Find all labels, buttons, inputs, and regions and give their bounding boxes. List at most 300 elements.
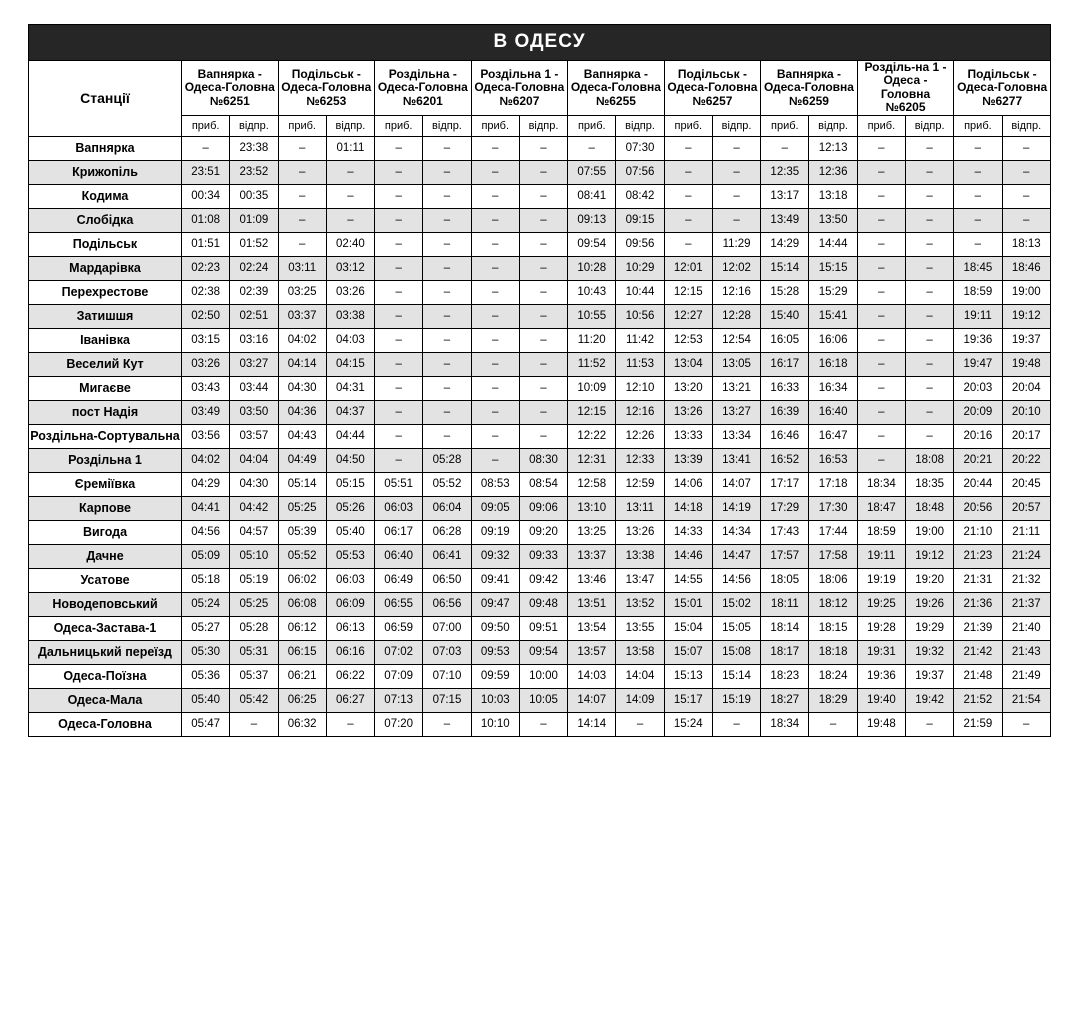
time-cell: 18:48 [905,496,953,520]
time-cell: 01:11 [326,136,374,160]
time-cell: – [423,400,471,424]
time-cell: 10:00 [519,664,567,688]
time-cell: 03:15 [182,328,230,352]
time-cell: 09:05 [471,496,519,520]
time-cell: – [519,136,567,160]
time-cell: – [375,352,423,376]
route-header-3 [471,61,568,116]
time-cell: – [857,136,905,160]
route-name-5: Подільськ - Одеса-Головна [667,66,758,95]
time-cell: 14:33 [664,520,712,544]
time-cell: 05:28 [423,448,471,472]
time-cell: 09:56 [616,232,664,256]
time-cell: 12:53 [664,328,712,352]
time-cell: 15:05 [712,616,760,640]
time-cell: 15:29 [809,280,857,304]
time-cell: 06:32 [278,712,326,736]
time-cell: – [857,376,905,400]
time-cell: 07:10 [423,664,471,688]
time-cell: 06:02 [278,568,326,592]
time-cell: 14:34 [712,520,760,544]
table-row [29,496,1051,520]
time-cell: 19:29 [905,616,953,640]
time-cell: 17:44 [809,520,857,544]
time-cell: 18:23 [761,664,809,688]
time-cell: 18:27 [761,688,809,712]
station-name: Одеса-Застава-1 [29,616,182,640]
route-number-5: №6257 [692,93,733,108]
time-cell: – [954,136,1002,160]
time-cell: – [1002,160,1050,184]
time-cell: 20:03 [954,376,1002,400]
time-cell: – [471,136,519,160]
time-cell: 06:55 [375,592,423,616]
time-cell: 14:18 [664,496,712,520]
time-cell: 18:12 [809,592,857,616]
time-cell: – [471,448,519,472]
time-cell: 07:13 [375,688,423,712]
time-cell: 00:34 [182,184,230,208]
time-cell: 07:20 [375,712,423,736]
time-cell: 09:50 [471,616,519,640]
route-number-7: №6205 [885,100,926,115]
time-cell: 07:30 [616,136,664,160]
time-cell: 12:02 [712,256,760,280]
time-cell: 13:34 [712,424,760,448]
time-cell: 05:39 [278,520,326,544]
time-cell: – [278,208,326,232]
time-cell: 08:41 [568,184,616,208]
station-name: пост Надія [29,400,182,424]
header-row-subcols [29,115,1051,136]
time-cell: 08:53 [471,472,519,496]
time-cell: 06:13 [326,616,374,640]
time-cell: 10:56 [616,304,664,328]
time-cell: – [375,328,423,352]
time-cell: – [616,712,664,736]
time-cell: – [664,184,712,208]
time-cell: 21:36 [954,592,1002,616]
station-name: Кодима [29,184,182,208]
time-cell: – [954,208,1002,232]
time-cell: – [568,136,616,160]
time-cell: 01:52 [230,232,278,256]
time-cell: 14:07 [712,472,760,496]
time-cell: 18:47 [857,496,905,520]
time-cell: – [712,208,760,232]
table-row [29,280,1051,304]
time-cell: 13:52 [616,592,664,616]
time-cell: 09:42 [519,568,567,592]
time-cell: 17:17 [761,472,809,496]
time-cell: 05:40 [182,688,230,712]
time-cell: 15:15 [809,256,857,280]
time-cell: 12:15 [568,400,616,424]
time-cell: – [905,280,953,304]
time-cell: 03:25 [278,280,326,304]
time-cell: 19:37 [1002,328,1050,352]
time-cell: – [905,712,953,736]
time-cell: – [905,256,953,280]
time-cell: 16:46 [761,424,809,448]
time-cell: 07:55 [568,160,616,184]
time-cell: 18:11 [761,592,809,616]
time-cell: – [278,184,326,208]
time-cell: – [471,280,519,304]
time-cell: – [471,160,519,184]
route-number-2: №6201 [402,93,443,108]
time-cell: 14:06 [664,472,712,496]
table-row [29,304,1051,328]
time-cell: 21:43 [1002,640,1050,664]
route-name-1: Подільськ - Одеса-Головна [281,66,372,95]
table-row [29,328,1051,352]
time-cell: 09:53 [471,640,519,664]
time-cell: 15:17 [664,688,712,712]
table-row [29,520,1051,544]
time-cell: 15:13 [664,664,712,688]
station-name: Подільськ [29,232,182,256]
time-cell: 13:25 [568,520,616,544]
time-cell: 05:42 [230,688,278,712]
time-cell: – [905,424,953,448]
time-cell: 05:14 [278,472,326,496]
station-name: Дачне [29,544,182,568]
subheader-7-dep: відпр. [905,115,953,136]
time-cell: 13:18 [809,184,857,208]
time-cell: 12:26 [616,424,664,448]
time-cell: 07:03 [423,640,471,664]
route-header-5 [664,61,761,116]
time-cell: – [857,208,905,232]
time-cell: 19:25 [857,592,905,616]
table-row [29,592,1051,616]
time-cell: – [905,376,953,400]
table-row [29,472,1051,496]
time-cell: – [857,232,905,256]
time-cell: 21:42 [954,640,1002,664]
time-cell: 21:49 [1002,664,1050,688]
time-cell: – [375,160,423,184]
time-cell: – [905,400,953,424]
time-cell: – [519,424,567,448]
subheader-2-arr: приб. [375,115,423,136]
time-cell: 13:51 [568,592,616,616]
time-cell: 09:32 [471,544,519,568]
time-cell: 04:14 [278,352,326,376]
time-cell: 03:44 [230,376,278,400]
time-cell: 09:33 [519,544,567,568]
time-cell: 05:52 [278,544,326,568]
time-cell: 14:55 [664,568,712,592]
time-cell: 14:07 [568,688,616,712]
time-cell: 17:57 [761,544,809,568]
time-cell: 05:10 [230,544,278,568]
time-cell: 04:36 [278,400,326,424]
time-cell: 08:42 [616,184,664,208]
time-cell: 14:29 [761,232,809,256]
station-name: Веселий Кут [29,352,182,376]
time-cell: 21:39 [954,616,1002,640]
time-cell: 12:10 [616,376,664,400]
timetable [28,60,1051,737]
time-cell: 09:20 [519,520,567,544]
time-cell: 18:17 [761,640,809,664]
time-cell: 12:13 [809,136,857,160]
subheader-0-arr: приб. [182,115,230,136]
time-cell: 08:30 [519,448,567,472]
time-cell: 11:52 [568,352,616,376]
time-cell: 05:53 [326,544,374,568]
time-cell: – [375,448,423,472]
time-cell: 17:43 [761,520,809,544]
station-name: Крижопіль [29,160,182,184]
time-cell: – [423,424,471,448]
time-cell: 18:15 [809,616,857,640]
time-cell: – [423,352,471,376]
time-cell: 20:22 [1002,448,1050,472]
time-cell: 19:42 [905,688,953,712]
time-cell: – [375,184,423,208]
time-cell: 20:44 [954,472,1002,496]
route-header-1 [278,61,375,116]
time-cell: 23:52 [230,160,278,184]
time-cell: 11:42 [616,328,664,352]
time-cell: 12:31 [568,448,616,472]
route-header-0 [182,61,279,116]
route-number-1: №6253 [306,93,347,108]
table-head [29,61,1051,137]
time-cell: – [375,424,423,448]
time-cell: 04:43 [278,424,326,448]
station-name: Дальницький переїзд [29,640,182,664]
time-cell: 14:03 [568,664,616,688]
table-row [29,256,1051,280]
time-cell: – [471,424,519,448]
route-name-3: Роздільна 1 - Одеса-Головна [474,66,565,95]
route-header-6 [761,61,858,116]
subheader-6-dep: відпр. [809,115,857,136]
time-cell: – [423,304,471,328]
time-cell: 09:19 [471,520,519,544]
time-cell: 02:24 [230,256,278,280]
time-cell: 04:02 [278,328,326,352]
time-cell: 02:51 [230,304,278,328]
table-row [29,424,1051,448]
route-number-0: №6251 [209,93,250,108]
time-cell: 13:10 [568,496,616,520]
time-cell: 18:24 [809,664,857,688]
time-cell: – [375,136,423,160]
time-cell: 06:50 [423,568,471,592]
station-name: Карпове [29,496,182,520]
time-cell: 20:04 [1002,376,1050,400]
time-cell: 21:37 [1002,592,1050,616]
time-cell: 06:09 [326,592,374,616]
time-cell: – [905,232,953,256]
route-name-4: Вапнярка - Одеса-Головна [570,66,661,95]
table-row [29,640,1051,664]
route-header-7 [857,61,954,116]
time-cell: 07:02 [375,640,423,664]
time-cell: 19:36 [857,664,905,688]
time-cell: 19:40 [857,688,905,712]
time-cell: 15:07 [664,640,712,664]
time-cell: 09:15 [616,208,664,232]
time-cell: 18:05 [761,568,809,592]
station-name: Іванівка [29,328,182,352]
time-cell: 05:37 [230,664,278,688]
time-cell: 02:50 [182,304,230,328]
time-cell: 13:26 [616,520,664,544]
time-cell: – [375,304,423,328]
time-cell: – [278,160,326,184]
time-cell: – [905,160,953,184]
time-cell: 06:12 [278,616,326,640]
time-cell: 06:17 [375,520,423,544]
subheader-5-dep: відпр. [712,115,760,136]
time-cell: 20:56 [954,496,1002,520]
time-cell: – [905,208,953,232]
time-cell: – [519,376,567,400]
time-cell: – [857,160,905,184]
time-cell: – [857,256,905,280]
time-cell: 03:16 [230,328,278,352]
time-cell: 19:00 [1002,280,1050,304]
time-cell: – [712,160,760,184]
time-cell: – [857,184,905,208]
time-cell: 21:23 [954,544,1002,568]
table-row [29,208,1051,232]
time-cell: – [1002,712,1050,736]
time-cell: 05:31 [230,640,278,664]
time-cell: 12:59 [616,472,664,496]
time-cell: – [471,400,519,424]
time-cell: 08:54 [519,472,567,496]
time-cell: 12:28 [712,304,760,328]
station-name: Мигаєве [29,376,182,400]
time-cell: 04:49 [278,448,326,472]
time-cell: 05:40 [326,520,374,544]
time-cell: 16:18 [809,352,857,376]
time-cell: 13:27 [712,400,760,424]
time-cell: 10:28 [568,256,616,280]
route-header-2 [375,61,472,116]
time-cell: – [857,304,905,328]
time-cell: – [664,160,712,184]
time-cell: 13:33 [664,424,712,448]
time-cell: – [519,304,567,328]
time-cell: 19:47 [954,352,1002,376]
route-name-6: Вапнярка - Одеса-Головна [763,66,854,95]
time-cell: – [471,232,519,256]
time-cell: 06:56 [423,592,471,616]
time-cell: 01:08 [182,208,230,232]
time-cell: 15:14 [712,664,760,688]
time-cell: 13:39 [664,448,712,472]
time-cell: 09:13 [568,208,616,232]
time-cell: 19:00 [905,520,953,544]
time-cell: 10:05 [519,688,567,712]
time-cell: – [375,376,423,400]
time-cell: – [423,328,471,352]
subheader-3-dep: відпр. [519,115,567,136]
route-number-3: №6207 [499,93,540,108]
route-name-8: Подільськ - Одеса-Головна [957,66,1048,95]
time-cell: – [1002,136,1050,160]
table-row [29,184,1051,208]
time-cell: 15:14 [761,256,809,280]
time-cell: – [519,208,567,232]
time-cell: – [954,160,1002,184]
time-cell: – [326,208,374,232]
time-cell: 13:55 [616,616,664,640]
time-cell: 19:11 [954,304,1002,328]
time-cell: 06:25 [278,688,326,712]
time-cell: – [857,400,905,424]
table-row [29,136,1051,160]
station-name: Новодеповський [29,592,182,616]
time-cell: 05:18 [182,568,230,592]
time-cell: 15:02 [712,592,760,616]
time-cell: 21:32 [1002,568,1050,592]
time-cell: – [519,280,567,304]
time-cell: 04:04 [230,448,278,472]
table-row [29,376,1051,400]
time-cell: 10:03 [471,688,519,712]
time-cell: 09:54 [568,232,616,256]
time-cell: – [857,280,905,304]
time-cell: – [471,328,519,352]
time-cell: – [375,256,423,280]
time-cell: 05:28 [230,616,278,640]
time-cell: 19:48 [857,712,905,736]
time-cell: 03:26 [326,280,374,304]
time-cell: 16:05 [761,328,809,352]
time-cell: 04:02 [182,448,230,472]
station-name: Одеса-Поїзна [29,664,182,688]
subheader-1-dep: відпр. [326,115,374,136]
time-cell: 18:18 [809,640,857,664]
time-cell: 09:48 [519,592,567,616]
time-cell: 16:47 [809,424,857,448]
time-cell: – [954,184,1002,208]
time-cell: 04:50 [326,448,374,472]
table-row [29,448,1051,472]
time-cell: – [423,712,471,736]
time-cell: 09:51 [519,616,567,640]
time-cell: – [905,352,953,376]
time-cell: 05:15 [326,472,374,496]
time-cell: 05:25 [230,592,278,616]
subheader-5-arr: приб. [664,115,712,136]
time-cell: – [1002,208,1050,232]
time-cell: 13:17 [761,184,809,208]
time-cell: 16:34 [809,376,857,400]
time-cell: – [712,712,760,736]
time-cell: 12:35 [761,160,809,184]
time-cell: 19:12 [1002,304,1050,328]
time-cell: 21:11 [1002,520,1050,544]
time-cell: – [471,352,519,376]
time-cell: 15:04 [664,616,712,640]
time-cell: 15:24 [664,712,712,736]
time-cell: 21:31 [954,568,1002,592]
time-cell: 03:50 [230,400,278,424]
time-cell: 02:23 [182,256,230,280]
time-cell: 10:29 [616,256,664,280]
time-cell: 04:03 [326,328,374,352]
